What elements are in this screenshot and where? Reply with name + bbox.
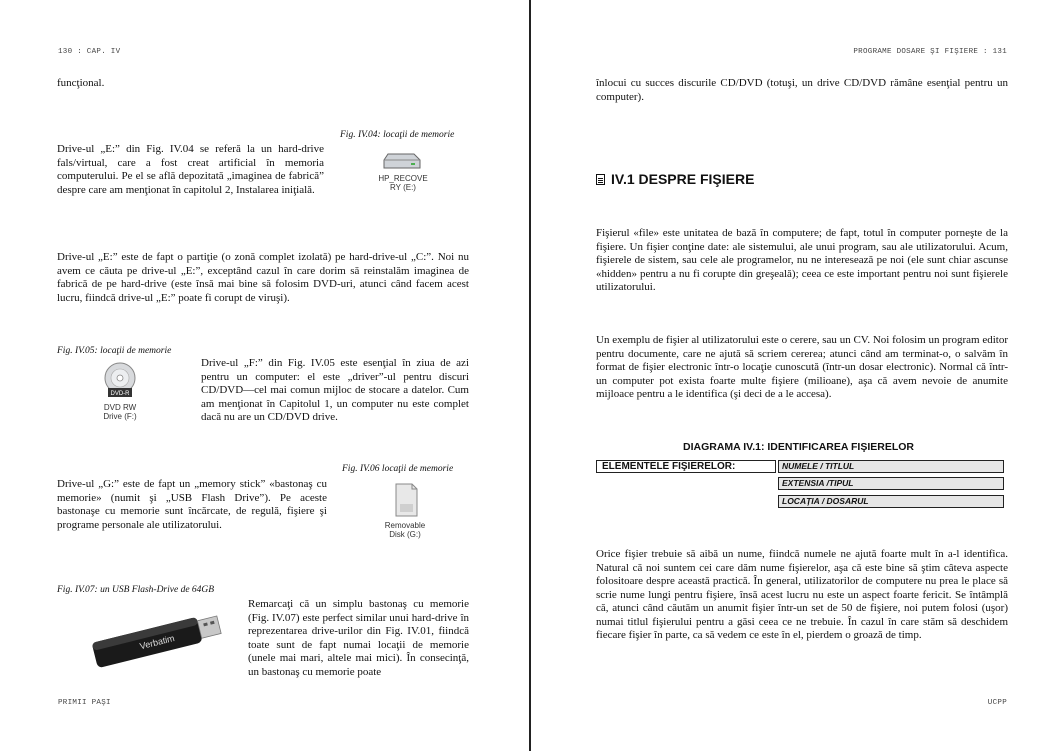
paragraph: Fişierul «file» este unitatea de bază în computere; de fapt, totul în computer porneşte de la fişiere. Un fişier conţine date: ale sistemului, ale unui program, sau ale utilizatorului. Acum, fişierele de sistem, sau cele ale programelor, nu ne interesează pe noi (ele sunt chiar ascunse «hidden» pentru a nu fi corupte din greşeală); ceea ce este important pentru noi sunt fişierele utilizatorului. (596, 227, 1008, 293)
paragraph: Drive-ul „E:” din Fig. IV.04 se referă la un hard-drive fals/virtual, care a fost creat artificial în memoria computerului. Pe el se află depozitată „imaginea de fabrică” despre care am menţionat în capitolul 2, Instalarea iniţială. (57, 143, 324, 196)
left-page (0, 0, 531, 751)
diagram-item-extension: EXTENSIA /TIPUL (778, 477, 1004, 490)
diagram-title: DIAGRAMA IV.1: IDENTIFICAREA FIŞIERELOR (682, 441, 914, 453)
paragraph: Drive-ul „E:” este de fapt o partiţie (o zonă complet izolată) pe hard-drive-ul „C:”. Noi nu avem ce căuta pe drive-ul „E:”, exceptând cazul în care dorim să reinstalăm imaginea de fabrică de pe hard-drive (este însă mai bine să folosim DVD-uri, atunci când facem acest lucru, fiindcă drive-ul „E:” poate fi corupt de viruşi). (57, 251, 469, 304)
paragraph: Remarcaţi că un simplu bastonaş cu memorie (Fig. IV.07) este perfect similar unui hard-drive în reprezentarea drive-urilor din Fig. IV.01, fiindcă toate sunt de fapt numai locaţii de memorie (unele mai mari, altele mai mici). În consecinţă, un bastonaş cu memorie poate (248, 598, 469, 678)
drive-label (372, 521, 438, 539)
drive-label (365, 174, 441, 192)
paragraph: Drive-ul „G:” este de fapt un „memory stick” «bastonaş cu memorie» (numit şi „USB Flash Drive”). Pe aceste bastonaşe cu memorie sunt încărcate, de regulă, fişiere şi programe personale ale utilizatorului. (57, 478, 327, 531)
drive-label (84, 403, 156, 421)
paragraph: Un exemplu de fişier al utilizatorului este o cerere, sau un CV. Noi folosim un program editor pentru documente, care ne ajută să scriem cererea; atunci când am terminat-o, o salvăm în format de fişier electronic într-o locaţie cunoscută (într-un dosar electronic). Normal că într-un computer pot exista foarte multe fişiere (milioane), aşa că avem nevoie de anumite mijloace pentru a le identifica (şi deci de a le accesa). (596, 334, 1008, 400)
page-header: 130 : CAP. IV (58, 48, 121, 56)
figure-caption: Fig. IV.04: locaţii de memorie (340, 130, 455, 140)
section-title: IV.1 DESPRE FIŞIERE (611, 171, 755, 187)
figure-caption: Fig. IV.06 locaţii de memorie (342, 464, 454, 474)
diagram-item-location: LOCAŢIA / DOSARUL (778, 495, 1004, 508)
page-footer: PRIMII PAŞI (58, 699, 111, 707)
paragraph: Orice fişier trebuie să aibă un nume, fiindcă numele ne ajută foarte mult în a-l identifica. Natural că noi suntem cei care dăm nume fişierelor, aşa că este bine să ştim câteva aspecte folositoare despre această practică. În general, utilizatorilor de computere nu prea le place să scrie nume lungi pentru fişiere, însă acest lucru nu este un aspect foarte fericit. Se întâmplă că, atunci când căutăm un anumit fişier într-un set de 50 de fişiere, noi putem folosi (uşor) numai titlul fişierului pentru a găsi ceea ce ne trebuie. În cazul în care stăm să deschidem fiecare fişier în parte, ca să vedem ce este în el, pierdem o groază de timp. (596, 548, 1008, 641)
diagram-left-label: ELEMENTELE FIŞIERELOR: (596, 460, 776, 473)
disc-badge-text: DVD-R (110, 391, 130, 397)
drive-label-line: Drive (F:) (103, 412, 137, 421)
diagram-item-name: NUMELE / TITLUL (778, 460, 1004, 473)
section-heading (596, 171, 754, 187)
document-icon (596, 174, 605, 185)
dvd-drive-icon (100, 361, 142, 401)
paragraph: Drive-ul „F:” din Fig. IV.05 este esenţial în ziua de azi pentru un computer: el este „driver”-ul pentru discuri CD/DVD—cel mai comun mijloc de stocare a datelor. Cum am menţionat în Capitolul 1, un computer nu este complet dacă nu are un CD/DVD drive. (201, 357, 469, 423)
drive-label-line: HP_RECOVE (378, 174, 428, 183)
paragraph: funcţional. (57, 77, 105, 89)
drive-label-line: Disk (G:) (389, 530, 421, 539)
page-footer: UCPP (987, 699, 1007, 707)
right-page (533, 0, 1064, 751)
figure-caption: Fig. IV.07: un USB Flash-Drive de 64GB (57, 585, 215, 595)
removable-disk-icon (391, 480, 421, 520)
hard-drive-icon (382, 148, 422, 172)
figure-caption: Fig. IV.05: locaţii de memorie (57, 346, 172, 356)
paragraph: înlocui cu succes discurile CD/DVD (totuşi, un drive CD/DVD rămâne esenţial pentru un computer). (596, 77, 1008, 103)
drive-label-line: DVD RW (103, 403, 137, 412)
drive-label-line: Removable (384, 521, 426, 530)
usb-flash-drive-image (78, 602, 228, 672)
drive-label-line: RY (E:) (390, 183, 416, 192)
usb-brand-text: Verbatim (138, 633, 176, 652)
page-header: PROGRAME DOSARE ŞI FIŞIERE : 131 (853, 48, 1007, 56)
